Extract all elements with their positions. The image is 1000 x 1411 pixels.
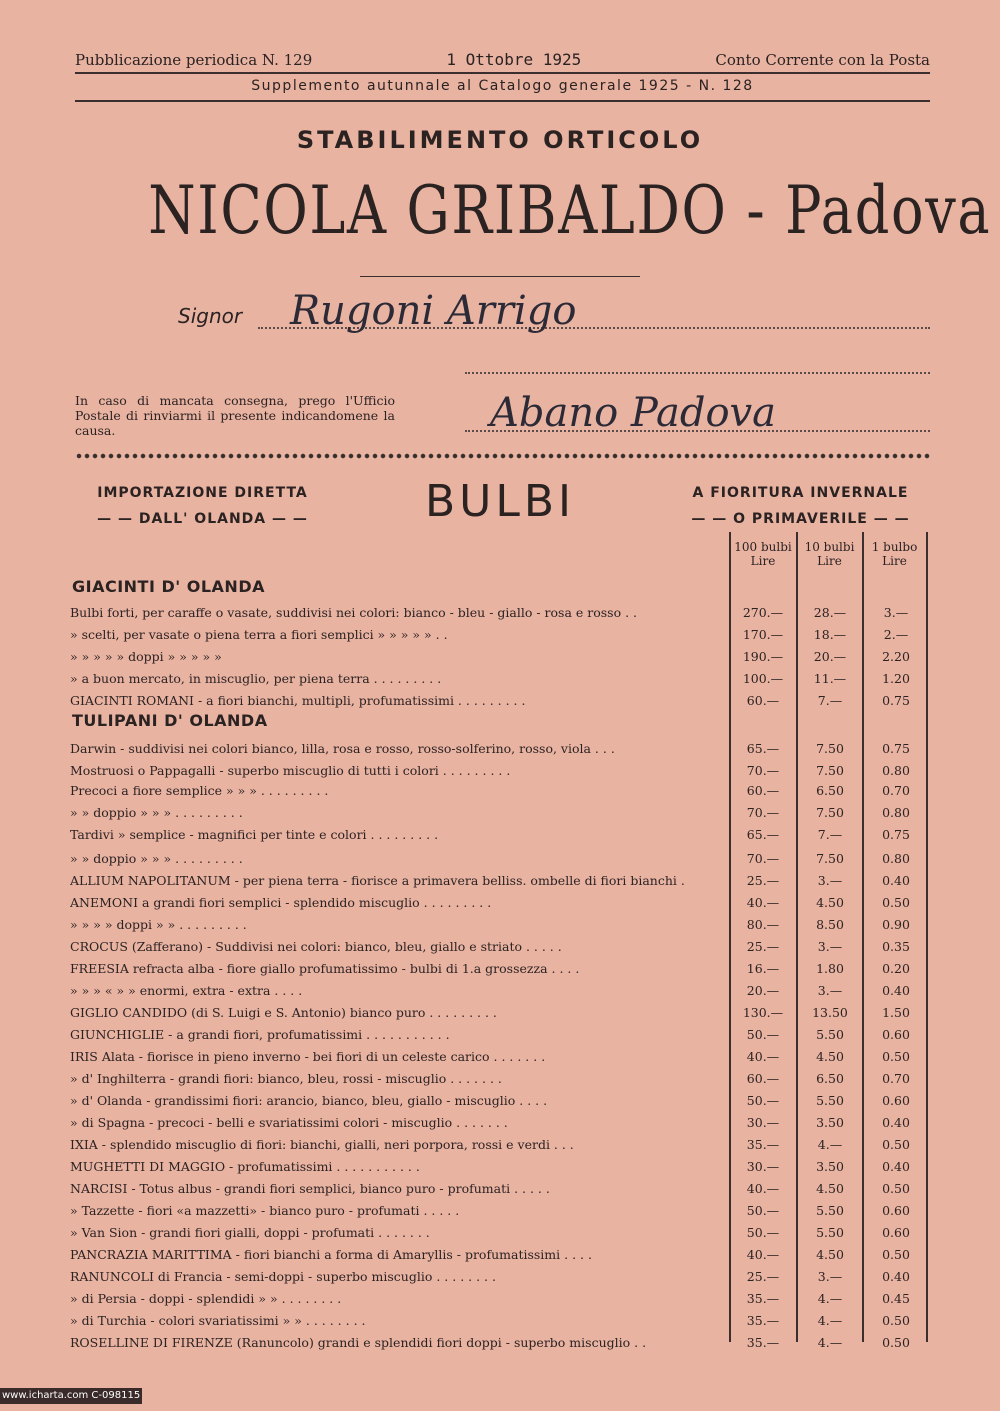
price-b: 4.—: [817, 1137, 843, 1152]
headline-right: [668, 480, 933, 532]
price-c: 1.50: [882, 1005, 910, 1020]
price-c: 0.60: [882, 1093, 910, 1108]
handwritten-place: Abano Padova: [490, 390, 776, 436]
row-description: FREESIA refracta alba - fiore giallo profumatissimo - bulbi di 1.a grossezza . . . .: [70, 961, 580, 976]
row-description: Precoci a fiore semplice » » » . . . . . . . . .: [70, 783, 329, 798]
establishment-title: STABILIMENTO ORTICOLO: [296, 126, 704, 154]
section-tulipani: TULIPANI D' OLANDA: [72, 711, 268, 730]
price-a: 35.—: [746, 1137, 780, 1152]
row-description: » » doppio » » » . . . . . . . . .: [70, 805, 243, 820]
price-b: 4.50: [816, 1181, 844, 1196]
price-b: 7.50: [816, 741, 844, 756]
headline-left-line2: — — DALL' OLANDA — —: [97, 511, 308, 527]
price-b: 7.50: [816, 851, 844, 866]
row-description: PANCRAZIA MARITTIMA - fiori bianchi a forma di Amaryllis - profumatissimi . . . .: [70, 1247, 592, 1262]
price-a: 170.—: [742, 627, 784, 642]
price-b: 18.—: [813, 627, 847, 642]
price-a: 40.—: [746, 895, 780, 910]
row-description: MUGHETTI DI MAGGIO - profumatissimi . . . . . . . . . . .: [70, 1159, 420, 1174]
row-description: ANEMONI a grandi fiori semplici - splendido miscuglio . . . . . . . . .: [70, 895, 492, 910]
price-a: 25.—: [746, 939, 780, 954]
row-description: Bulbi forti, per caraffe o vasate, suddivisi nei colori: bianco - bleu - giallo - rosa e rosso . .: [70, 605, 637, 620]
price-c: 0.50: [882, 1181, 910, 1196]
signor-label: Signor: [178, 304, 243, 328]
price-b: 5.50: [816, 1203, 844, 1218]
price-c: 0.80: [882, 805, 910, 820]
row-description: » » » » doppi » » . . . . . . . . .: [70, 917, 247, 932]
price-a: 70.—: [746, 805, 780, 820]
price-a: 270.—: [742, 605, 784, 620]
price-b: 5.50: [816, 1093, 844, 1108]
row-description: » di Spagna - precoci - belli e svariatissimi colori - miscuglio . . . . . . .: [70, 1115, 508, 1130]
divider: [75, 100, 930, 102]
row-description: » » » « » » enormi, extra - extra . . . .: [70, 983, 303, 998]
price-b: 1.80: [816, 961, 844, 976]
price-b: 3.—: [817, 939, 843, 954]
price-c: 2.20: [882, 649, 910, 664]
row-description: IRIS Alata - fiorisce in pieno inverno - bei fiori di un celeste carico . . . . . . .: [70, 1049, 546, 1064]
top-line: [75, 45, 930, 69]
price-a: 30.—: [746, 1159, 780, 1174]
divider: [360, 276, 640, 277]
price-b: 3.—: [817, 983, 843, 998]
price-c: 0.40: [882, 873, 910, 888]
price-a: 50.—: [746, 1225, 780, 1240]
price-a: 130.—: [742, 1005, 784, 1020]
price-b: 28.—: [813, 605, 847, 620]
price-b: 3.50: [816, 1159, 844, 1174]
col-header-10: 10 bulbi Lire: [804, 540, 855, 568]
row-description: » Tazzette - fiori «a mazzetti» - bianco puro - profumati . . . . .: [70, 1203, 460, 1218]
row-description: » » » » » doppi » » » » »: [70, 649, 222, 664]
price-b: 7.50: [816, 763, 844, 778]
price-c: 0.50: [882, 1049, 910, 1064]
divider: [75, 72, 930, 74]
col-header-100: 100 bulbi Lire: [734, 540, 792, 568]
row-description: » d' Olanda - grandissimi fiori: arancio, bianco, bleu, giallo - miscuglio . . . .: [70, 1093, 548, 1108]
row-description: » scelti, per vasate o piena terra a fiori semplici » » » » » . .: [70, 627, 448, 642]
price-c: 0.40: [882, 1115, 910, 1130]
price-b: 20.—: [813, 649, 847, 664]
price-a: 65.—: [746, 827, 780, 842]
headline-left-line1: IMPORTAZIONE DIRETTA: [97, 485, 308, 501]
price-c: 0.50: [882, 1313, 910, 1328]
price-a: 40.—: [746, 1247, 780, 1262]
price-c: 0.50: [882, 895, 910, 910]
price-b: 8.50: [816, 917, 844, 932]
row-description: GIGLIO CANDIDO (di S. Luigi e S. Antonio) bianco puro . . . . . . . . .: [70, 1005, 497, 1020]
price-c: 0.60: [882, 1027, 910, 1042]
price-a: 60.—: [746, 1071, 780, 1086]
price-a: 30.—: [746, 1115, 780, 1130]
postal-account: Conto Corrente con la Posta: [715, 51, 930, 69]
price-c: 0.75: [882, 693, 910, 708]
row-description: » a buon mercato, in miscuglio, per piena terra . . . . . . . . .: [70, 671, 442, 686]
price-b: 4.50: [816, 895, 844, 910]
price-c: 0.75: [882, 827, 910, 842]
row-description: » Van Sion - grandi fiori gialli, doppi - profumati . . . . . . .: [70, 1225, 430, 1240]
price-c: 0.50: [882, 1137, 910, 1152]
price-c: 0.70: [882, 783, 910, 798]
price-c: 0.50: [882, 1247, 910, 1262]
price-a: 35.—: [746, 1313, 780, 1328]
price-b: 7.50: [816, 805, 844, 820]
price-b: 3.50: [816, 1115, 844, 1130]
price-a: 50.—: [746, 1203, 780, 1218]
price-b: 6.50: [816, 1071, 844, 1086]
row-description: Tardivi » semplice - magnifici per tinte e colori . . . . . . . . .: [70, 827, 439, 842]
row-description: GIUNCHIGLIE - a grandi fiori, profumatissimi . . . . . . . . . . .: [70, 1027, 450, 1042]
price-a: 60.—: [746, 693, 780, 708]
delivery-notice: In caso di mancata consegna, prego l'Ufficio Postale di rinviarmi il presente indicandomene la causa.: [75, 393, 395, 438]
headline-right-line1: A FIORITURA INVERNALE: [692, 485, 909, 501]
row-description: » di Persia - doppi - splendidi » » . . . . . . . .: [70, 1291, 342, 1306]
price-a: 35.—: [746, 1335, 780, 1350]
price-c: 0.75: [882, 741, 910, 756]
price-b: 4.—: [817, 1313, 843, 1328]
price-b: 6.50: [816, 783, 844, 798]
price-a: 50.—: [746, 1093, 780, 1108]
handwritten-name: Rugoni Arrigo: [290, 288, 577, 334]
price-c: 0.60: [882, 1203, 910, 1218]
price-c: 0.40: [882, 983, 910, 998]
row-description: RANUNCOLI di Francia - semi-doppi - superbo miscuglio . . . . . . . .: [70, 1269, 496, 1284]
price-c: 0.40: [882, 1159, 910, 1174]
price-c: 3.—: [883, 605, 909, 620]
price-c: 0.50: [882, 1335, 910, 1350]
row-description: GIACINTI ROMANI - a fiori bianchi, multipli, profumatissimi . . . . . . . . .: [70, 693, 526, 708]
price-c: 0.60: [882, 1225, 910, 1240]
supplement-line: Supplemento autunnale al Catalogo generale 1925 - N. 128: [251, 78, 754, 94]
row-description: » di Turchia - colori svariatissimi » » . . . . . . . .: [70, 1313, 366, 1328]
price-c: 0.40: [882, 1269, 910, 1284]
price-a: 35.—: [746, 1291, 780, 1306]
price-b: 7.—: [817, 693, 843, 708]
price-a: 70.—: [746, 851, 780, 866]
price-a: 65.—: [746, 741, 780, 756]
row-description: CROCUS (Zafferano) - Suddivisi nei colori: bianco, bleu, giallo e striato . . . . .: [70, 939, 562, 954]
watermark-footer: www.icharta.com C-098115: [0, 1388, 142, 1404]
price-b: 4.—: [817, 1335, 843, 1350]
section-giacinti: GIACINTI D' OLANDA: [72, 577, 265, 596]
bead-border: [75, 452, 930, 460]
row-description: Darwin - suddivisi nei colori bianco, lilla, rosa e rosso, rosso-solferino, rosso, viola . . .: [70, 741, 615, 756]
price-b: 11.—: [813, 671, 847, 686]
price-c: 0.80: [882, 851, 910, 866]
price-b: 3.—: [817, 873, 843, 888]
price-c: 0.90: [882, 917, 910, 932]
row-description: ROSELLINE DI FIRENZE (Ranuncolo) grandi e splendidi fiori doppi - superbo miscuglio . .: [70, 1335, 647, 1350]
row-description: » » doppio » » » . . . . . . . . .: [70, 851, 243, 866]
price-c: 0.70: [882, 1071, 910, 1086]
price-a: 50.—: [746, 1027, 780, 1042]
price-a: 190.—: [742, 649, 784, 664]
row-description: ALLIUM NAPOLITANUM - per piena terra - fiorisce a primavera belliss. ombelle di fiori bianchi .: [70, 873, 685, 888]
price-b: 4.50: [816, 1049, 844, 1064]
price-c: 2.—: [883, 627, 909, 642]
row-description: NARCISI - Totus albus - grandi fiori semplici, bianco puro - profumati . . . . .: [70, 1181, 550, 1196]
price-a: 20.—: [746, 983, 780, 998]
price-a: 25.—: [746, 1269, 780, 1284]
price-c: 0.80: [882, 763, 910, 778]
price-a: 40.—: [746, 1181, 780, 1196]
price-a: 40.—: [746, 1049, 780, 1064]
headline-bulbi: BULBI: [424, 476, 576, 527]
firm-name: NICOLA GRIBALDO - Padova: [148, 172, 992, 249]
price-b: 4.—: [817, 1291, 843, 1306]
publication-date: 1 Ottobre 1925: [446, 50, 582, 69]
price-b: 13.50: [812, 1005, 848, 1020]
price-a: 25.—: [746, 873, 780, 888]
price-c: 0.45: [882, 1291, 910, 1306]
price-c: 0.35: [882, 939, 910, 954]
price-a: 60.—: [746, 783, 780, 798]
headline-left: [70, 480, 335, 532]
row-description: IXIA - splendido miscuglio di fiori: bianchi, gialli, neri porpora, rossi e verdi . . .: [70, 1137, 574, 1152]
row-description: » d' Inghilterra - grandi fiori: bianco, bleu, rossi - miscuglio . . . . . . .: [70, 1071, 502, 1086]
price-b: 5.50: [816, 1027, 844, 1042]
price-a: 100.—: [742, 671, 784, 686]
price-c: 1.20: [882, 671, 910, 686]
price-b: 7.—: [817, 827, 843, 842]
row-description: Mostruosi o Pappagalli - superbo miscuglio di tutti i colori . . . . . . . . .: [70, 763, 511, 778]
dotted-line: [465, 372, 930, 374]
price-a: 16.—: [746, 961, 780, 976]
price-b: 3.—: [817, 1269, 843, 1284]
price-b: 5.50: [816, 1225, 844, 1240]
publication-number: Pubblicazione periodica N. 129: [75, 51, 313, 69]
price-b: 4.50: [816, 1247, 844, 1262]
price-c: 0.20: [882, 961, 910, 976]
col-header-1: 1 bulbo Lire: [871, 540, 918, 568]
price-a: 70.—: [746, 763, 780, 778]
headline-right-line2: — — O PRIMAVERILE — —: [691, 511, 910, 527]
price-a: 80.—: [746, 917, 780, 932]
